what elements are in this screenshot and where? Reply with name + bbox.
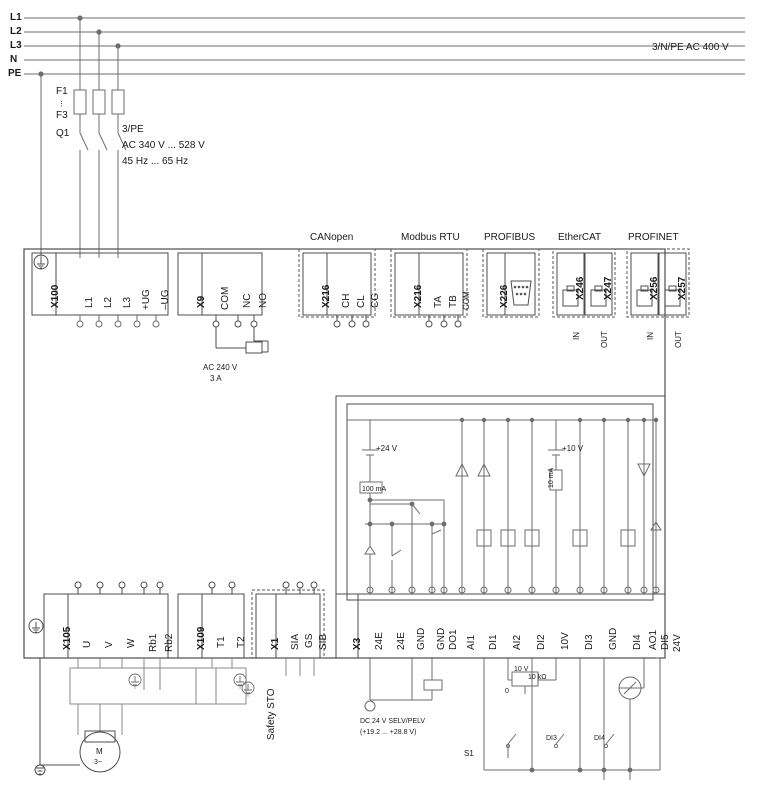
fuse-label-f3: F3 xyxy=(56,110,68,121)
x3-pin-ai2: AI2 xyxy=(512,634,523,650)
x1-pin-sib: SIB xyxy=(318,633,329,650)
x100-pin-plus-ug: +UG xyxy=(141,289,152,310)
x9-pin-nc: NC xyxy=(242,293,253,308)
supply-24v-label: +24 V xyxy=(376,444,398,453)
x3-pin-gnd-c: GND xyxy=(608,627,619,650)
x3-pin-di5: DI5 xyxy=(660,634,671,650)
x100-pin-minus-ug: –UG xyxy=(160,289,171,310)
x3-pin-24e-a: 24E xyxy=(374,632,385,650)
x3-pin-10v: 10V xyxy=(560,632,571,650)
ext-di4-label: DI4 xyxy=(594,735,605,742)
pot-label-10k: 10 kΩ xyxy=(528,674,547,681)
x109-pin-t1: T1 xyxy=(216,636,227,648)
terminal-x226-name: X226 xyxy=(499,284,510,308)
pot-label-10v: 10 V xyxy=(514,666,529,673)
profinet-port-in: IN xyxy=(646,332,655,340)
fieldbus-group-canopen: CANopen xyxy=(310,232,354,243)
motor-label: M xyxy=(96,747,103,756)
external-supply-line-1: DC 24 V SELV/PELV xyxy=(360,718,426,725)
x9-note-line-2: 3 A xyxy=(210,374,222,383)
terminal-x216-canopen-name: X216 xyxy=(321,284,332,308)
supply-spec-line-3: 45 Hz ... 65 Hz xyxy=(122,156,189,167)
x1-pin-sia: SIA xyxy=(290,633,301,650)
x1-pin-gs: GS xyxy=(304,633,315,648)
x100-pin-l1: L1 xyxy=(84,296,95,308)
supply-spec-line-2: AC 340 V ... 528 V xyxy=(122,140,205,151)
canopen-pin-cl: CL xyxy=(356,295,367,308)
x3-pin-di2: DI2 xyxy=(536,634,547,650)
modbus-pin-tb: TB xyxy=(448,295,459,308)
x3-pin-do1: DO1 xyxy=(448,629,459,650)
x9-note-line-1: AC 240 V xyxy=(203,363,238,372)
terminal-x216-modbus-name: X216 xyxy=(413,284,424,308)
ext-di3-label: DI3 xyxy=(546,735,557,742)
terminal-x109-name: X109 xyxy=(196,626,207,650)
phase-label-l3: L3 xyxy=(10,40,22,51)
fuse-dots: ⋮ xyxy=(58,101,65,108)
terminal-x246-name: X246 xyxy=(575,276,586,300)
x105-pin-rb1: Rb1 xyxy=(148,633,159,652)
res-10ma-label: 10 mA xyxy=(548,467,555,488)
x100-pin-l2: L2 xyxy=(103,296,114,308)
x105-pin-w: W xyxy=(126,638,137,648)
supply-10v-label: +10 V xyxy=(562,444,584,453)
terminal-x1-name: X1 xyxy=(270,637,281,650)
terminal-x3-name: X3 xyxy=(352,637,363,650)
ethercat-port-out: OUT xyxy=(600,331,609,348)
canopen-pin-cg: CG xyxy=(370,293,381,308)
profinet-port-out: OUT xyxy=(674,331,683,348)
x100-pin-l3: L3 xyxy=(122,296,133,308)
x9-pin-no: NO xyxy=(258,293,269,308)
terminal-x257-name: X257 xyxy=(677,276,688,300)
x105-pin-v: V xyxy=(104,641,115,648)
switch-s1-label: S1 xyxy=(464,749,474,758)
x3-pin-di4: DI4 xyxy=(632,634,643,650)
motor-phase-label: 3~ xyxy=(94,759,102,766)
x3-pin-di3: DI3 xyxy=(584,634,595,650)
modbus-pin-ta: TA xyxy=(433,295,444,308)
switch-label-q1: Q1 xyxy=(56,128,70,139)
terminal-x100-name: X100 xyxy=(50,284,61,308)
pot-label-0: 0 xyxy=(505,688,509,695)
phase-label-n: N xyxy=(10,54,18,65)
terminal-x256-name: X256 xyxy=(649,276,660,300)
ethercat-port-in: IN xyxy=(572,332,581,340)
fieldbus-group-modbus: Modbus RTU xyxy=(401,232,460,243)
terminal-x247-name: X247 xyxy=(603,276,614,300)
x3-pin-gnd-a: GND xyxy=(416,627,427,650)
phase-label-l2: L2 xyxy=(10,26,22,37)
fieldbus-group-profibus: PROFIBUS xyxy=(484,232,536,243)
fieldbus-group-profinet: PROFINET xyxy=(628,232,679,243)
supply-spec-line-1: 3/PE xyxy=(122,124,144,135)
x109-pin-t2: T2 xyxy=(236,636,247,648)
x9-pin-com: COM xyxy=(220,286,231,310)
x3-pin-24e-b: 24E xyxy=(396,632,407,650)
phase-label-pe: PE xyxy=(8,68,22,79)
x105-pin-u: U xyxy=(82,640,93,648)
canopen-pin-ch: CH xyxy=(341,293,352,308)
terminal-x105-name: X105 xyxy=(62,626,73,650)
x3-pin-gnd-b: GND xyxy=(436,627,447,650)
network-label: 3/N/PE AC 400 V xyxy=(652,42,729,53)
x105-pin-rb2: Rb2 xyxy=(164,633,175,652)
safety-sto-label: Safety STO xyxy=(266,688,277,740)
modbus-pin-com: COM xyxy=(462,291,471,310)
fieldbus-group-ethercat: EtherCAT xyxy=(558,232,602,243)
fuse-100ma-label: 100 mA xyxy=(362,486,387,493)
external-supply-line-2: (+19.2 ... +28.8 V) xyxy=(360,729,417,736)
fuse-label-f1: F1 xyxy=(56,86,68,97)
terminal-x9-name: X9 xyxy=(196,295,207,308)
x3-pin-ai1: AI1 xyxy=(466,634,477,650)
x3-pin-di1: DI1 xyxy=(488,634,499,650)
x3-pin-ao1: AO1 xyxy=(648,629,659,650)
x3-pin-24v: 24V xyxy=(672,634,683,652)
phase-label-l1: L1 xyxy=(10,12,22,23)
